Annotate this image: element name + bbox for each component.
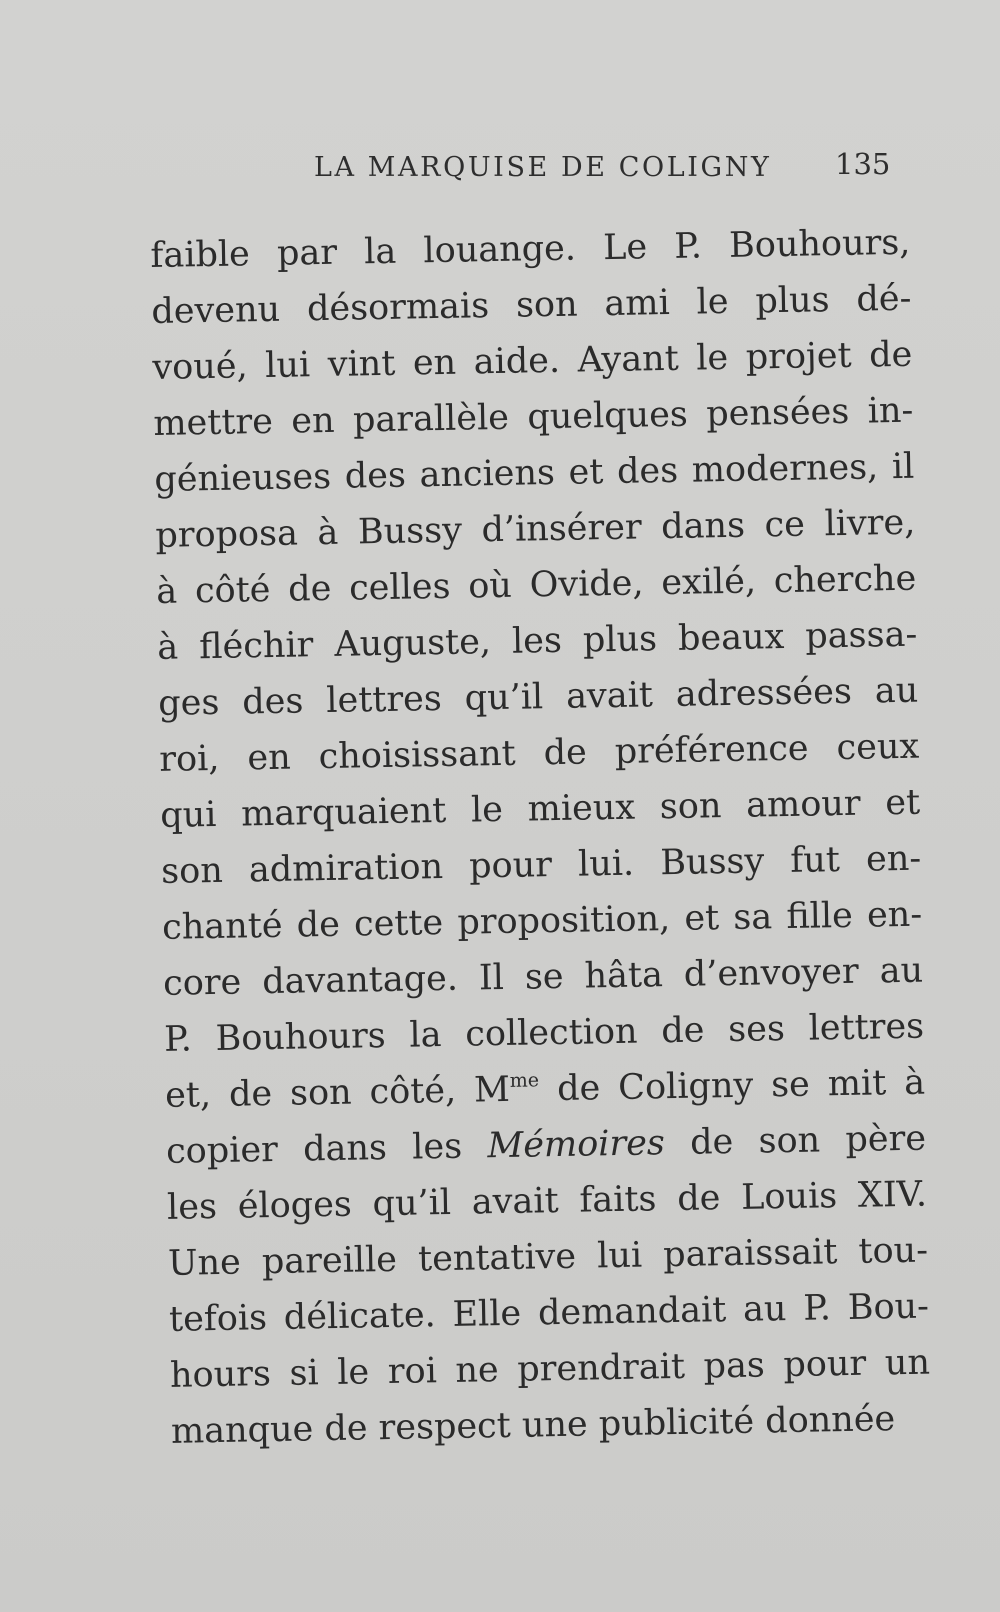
text-line: chanté de cette proposition, et sa fille en- <box>161 894 923 948</box>
text-line: voué, lui vint en aide. Ayant le projet de <box>152 334 913 388</box>
text-line: génieuses des anciens et des modernes, il <box>154 446 915 500</box>
text-fragment: et, de son côté, M <box>164 1069 511 1116</box>
text-line: son admiration pour lui. Bussy fut en- <box>160 838 922 892</box>
text-fragment: de son père <box>664 1118 927 1164</box>
text-fragment: copier dans les <box>165 1126 488 1172</box>
text-line: tefois délicate. Elle demandait au P. Bou- <box>168 1286 930 1340</box>
body-text <box>150 215 931 1460</box>
text-line: à fléchir Auguste, les plus beaux passa- <box>156 614 918 668</box>
page-number: 135 <box>835 147 891 181</box>
text-line: ges des lettres qu’il avait adressées au <box>157 670 919 724</box>
text-line: core davantage. Il se hâta d’envoyer au <box>162 950 924 1004</box>
text-line: manque de respect une publicité donnée <box>170 1399 896 1452</box>
text-line: à côté de celles où Ovide, exilé, cherche <box>156 558 917 612</box>
superscript-abbreviation: me <box>509 1069 540 1092</box>
text-line: les éloges qu’il avait faits de Louis XIV. <box>166 1174 928 1228</box>
text-line: proposa à Bussy d’insérer dans ce livre, <box>155 502 916 556</box>
text-line: faible par la louange. Le P. Bouhours, <box>150 222 911 276</box>
italic-title: Mémoires <box>487 1123 666 1167</box>
running-title: LA MARQUISE DE COLIGNY <box>314 152 772 183</box>
text-line: roi, en choisissant de préférence ceux <box>158 726 920 780</box>
text-line: Une pareille tentative lui paraissait tou- <box>167 1230 929 1284</box>
text-line: P. Bouhours la collection de ses lettres <box>163 1006 925 1060</box>
text-line: mettre en parallèle quelques pensées in- <box>153 390 914 444</box>
text-line: devenu désormais son ami le plus dé- <box>151 278 912 332</box>
text-fragment: de Coligny se mit à <box>538 1062 926 1110</box>
text-line: hours si le roi ne prendrait pas pour un <box>169 1342 931 1396</box>
text-line: qui marquaient le mieux son amour et <box>159 782 921 836</box>
